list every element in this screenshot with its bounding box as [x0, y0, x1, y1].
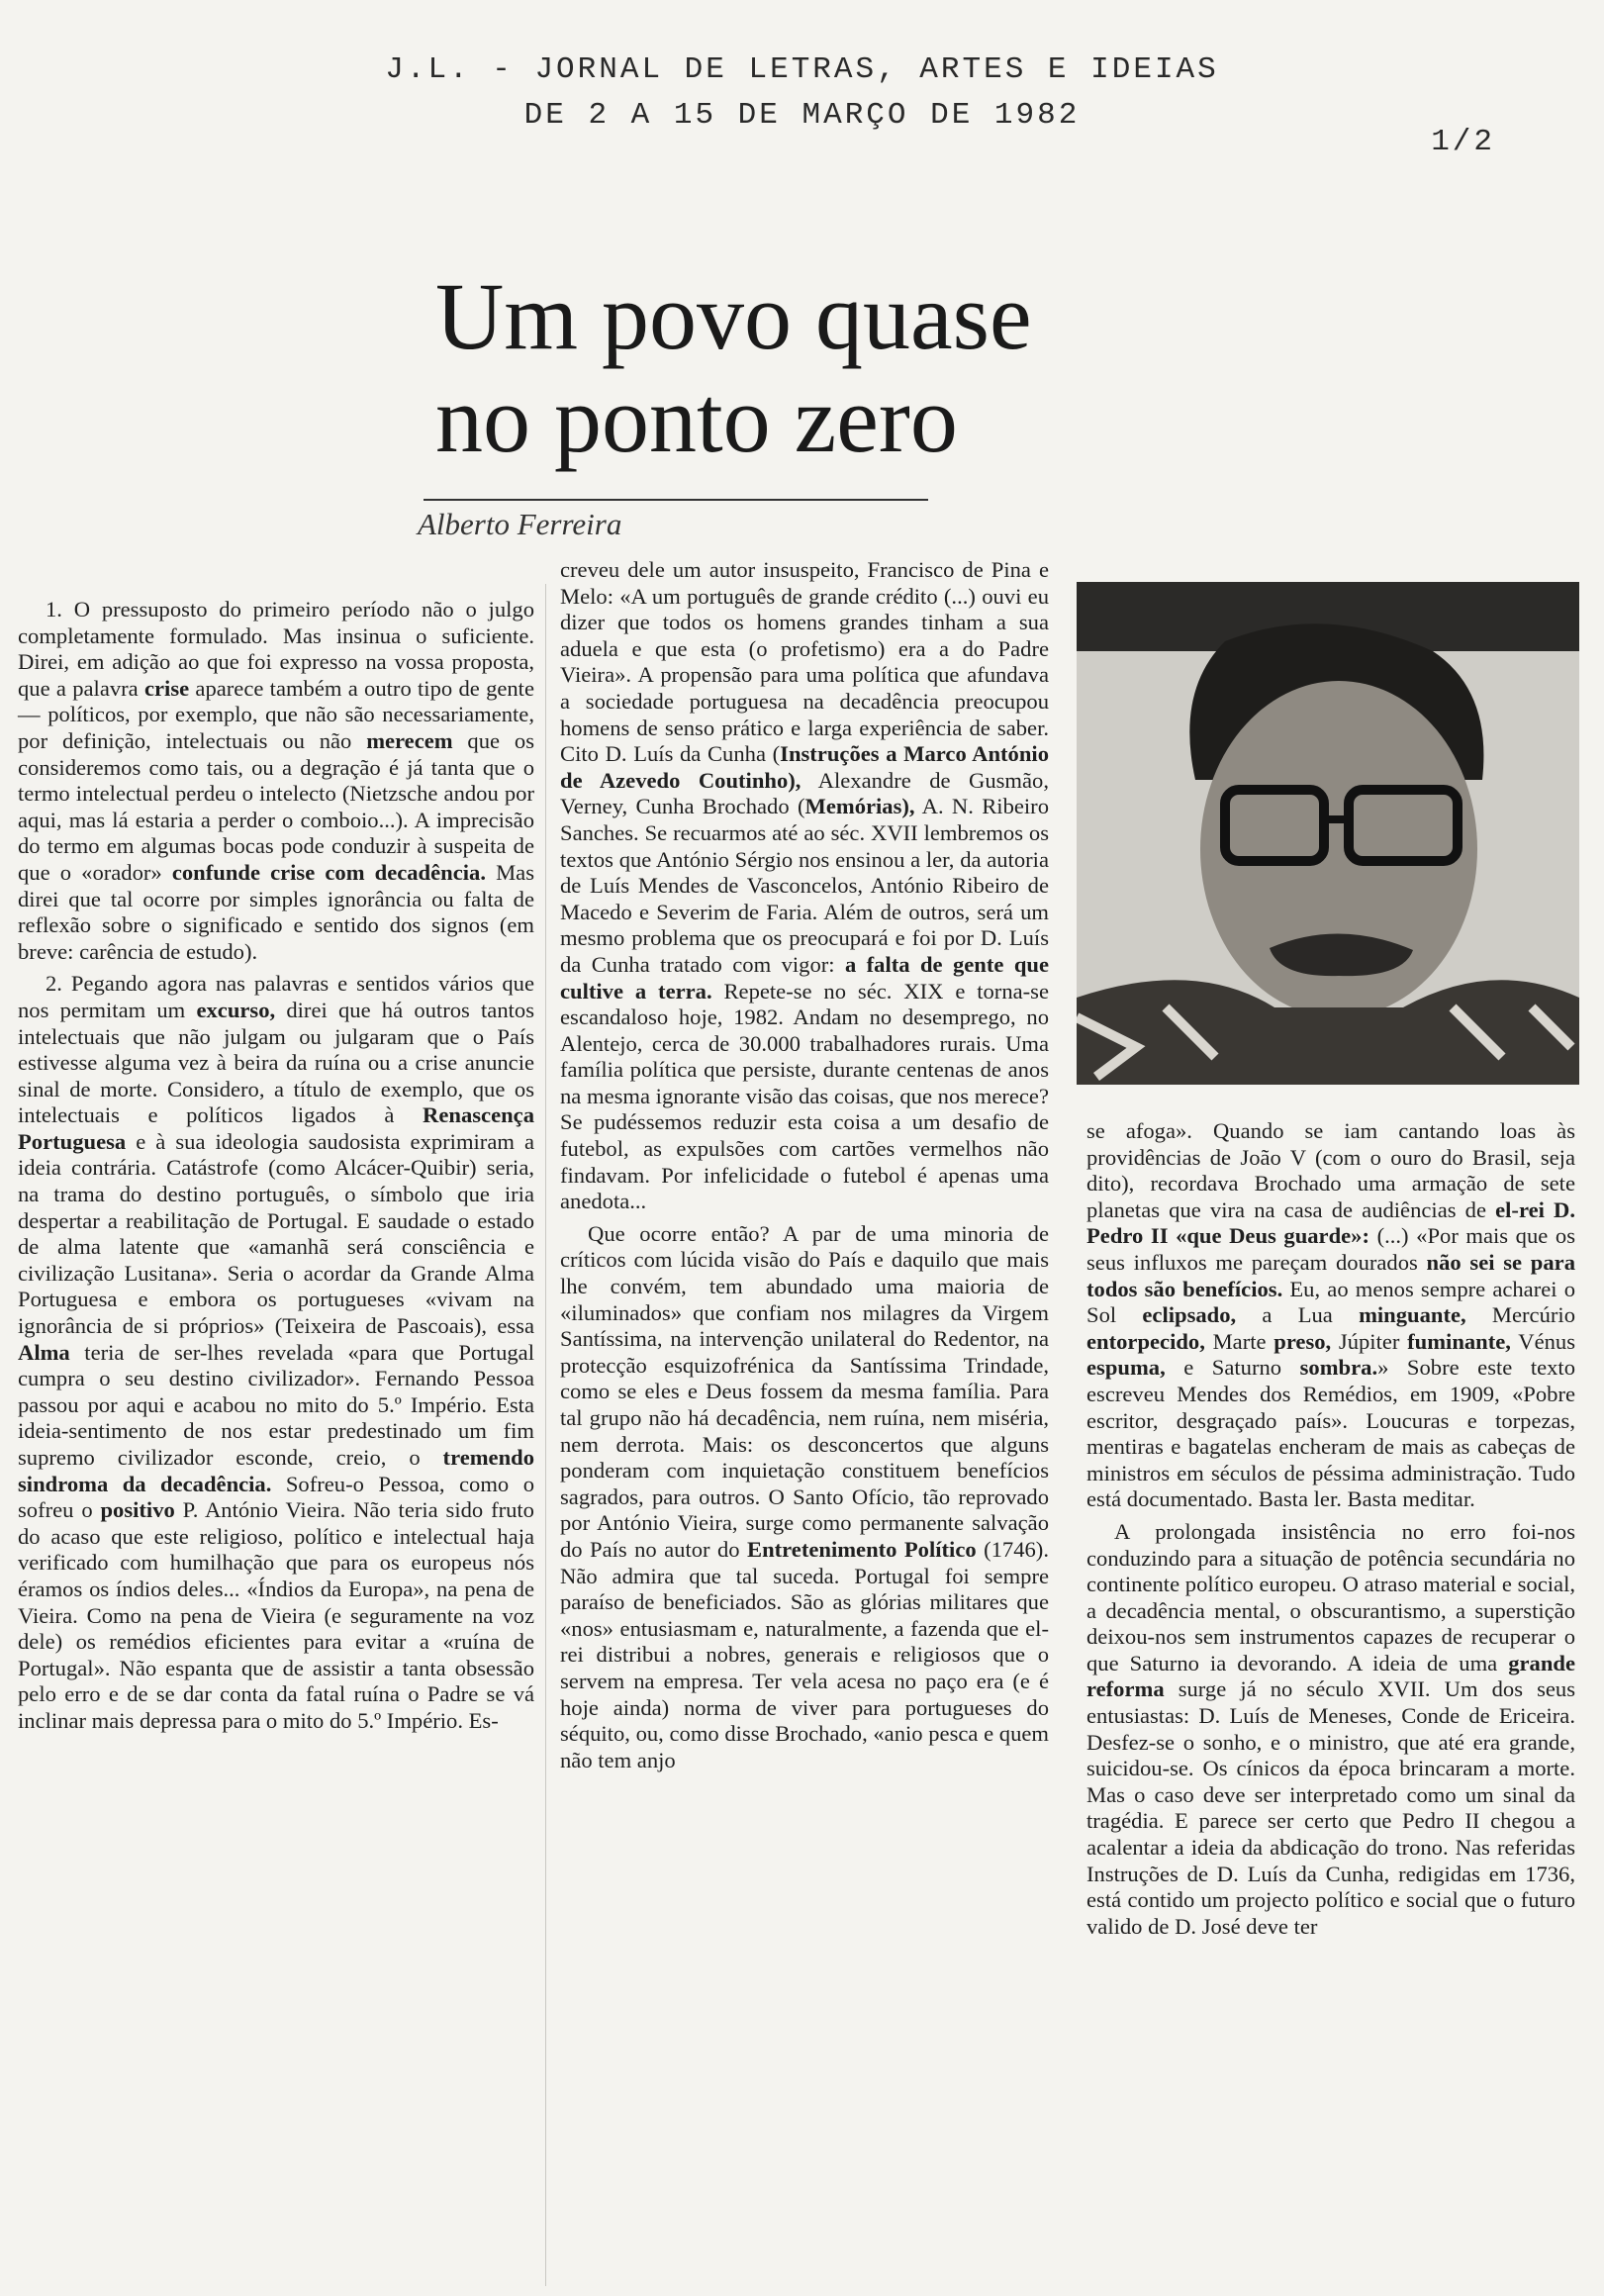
column-divider [545, 584, 546, 2286]
article-title [435, 265, 1128, 471]
masthead-line-2: DE 2 A 15 DE MARÇO DE 1982 [523, 98, 1081, 133]
column-3 [1086, 1118, 1575, 1940]
paragraph: se afoga». Quando se iam cantando loas às providências de João V (com o ouro do Brasil, seja dito), recordava Brochado uma armação de sete planetas que vira na casa de audiências de el-rei D. Pedro II «que Deus guarde»: (...) «Por mais que os seus influxos me pareçam dourados não sei se para todos são benefícios. Eu, ao menos sempre acharei o Sol eclipsado, a Lua minguante, Mercúrio entorpecido, Marte preso, Júpiter fuminante, Vénus espuma, e Saturno sombra.» Sobre este texto escreveu Mendes dos Remédios, em 1909, «Pobre escritor, desgraçado país». Loucuras e torpezas, mentiras e bagatelas encheram de mais as cabeças de ministros em séculos de péssima administração. Tudo está documentado. Basta ler. Basta meditar. [1086, 1118, 1575, 1512]
portrait-image [1077, 582, 1579, 1085]
paragraph: creveu dele um autor insuspeito, Francisco de Pina e Melo: «A um português de grande crédito (...) ouvi eu dizer que todos os homens grandes tinham a sua aduela e que esta (o profetismo) era a do Padre Vieira». A propensão para uma política que afundava a sociedade portuguesa na decadência preocupou homens de senso prático e larga experiência de saber. Cito D. Luís da Cunha (Instruções a Marco António de Azevedo Coutinho), Alexandre de Gusmão, Verney, Cunha Brochado (Memórias), A. N. Ribeiro Sanches. Se recuarmos até ao séc. XVII lembremos os textos que António Sérgio nos ensinou a ler, da autoria de Luís Mendes de Vasconcelos, António Ribeiro de Macedo e Severim de Faria. Além de outros, será um mesmo problema que os preocupará e foi por D. Luís da Cunha tratado com vigor: a falta de gente que cultive a terra. Repete-se no séc. XIX e torna-se escandaloso hoje, 1982. Andam no desemprego, no Alentejo, cerca de 30.000 trabalhadores rurais. Uma família política que persiste, durante centenas de anos na mesma ignorante visão das coisas, que nos merece? Se pudéssemos reduzir esta coisa a um desafio de futebol, as expulsões com cartões vermelhos não findavam. Por infelicidade o futebol é apenas uma anedota... [560, 557, 1049, 1214]
paragraph: 1. O pressuposto do primeiro período não o julgo completamente formulado. Mas insinua o suficiente. Direi, em adição ao que foi expresso na vossa proposta, que a palavra crise aparece também a outro tipo de gente — políticos, por exemplo, que não são necessariamente, por definição, intelectuais ou não merecem que os consideremos como tais, ou a degração é já tanta que o termo intelectual perdeu o intelecto (Nietzsche andou por aqui, mas lá estaria a perder o comboio...). A imprecisão do termo em algumas bocas pode conduzir à suspeita de que o «orador» confunde crise com decadência. Mas direi que tal ocorre por simples ignorância ou falta de reflexão sobre o significado e sentido dos signos (em breve: carência de estudo). [18, 597, 534, 964]
page-number: 1/2 [1431, 125, 1495, 159]
paragraph: 2. Pegando agora nas palavras e sentidos vários que nos permitam um excurso, direi que há outros tantos intelectuais que não julgam ou julgaram que o País estivesse alguma vez à beira da ruína ou a crise anuncie sinal de morte. Considero, a título de exemplo, que os intelectuais e políticos ligados à Renascença Portuguesa e à sua ideologia saudosista exprimiram a ideia contrária. Catástrofe (como Alcácer-Quibir) seria, na trama do destino português, o símbolo que iria despertar a reabilitação de Portugal. E saudade o estado de alma latente que «amanhã será consciência e civilização Lusitana». Seria o acordar da Grande Alma Portuguesa e embora os portugueses «vivam na ignorância de si próprios» (Teixeira de Pascoais), essa Alma teria de ser-lhes revelada «para que Portugal cumpra o seu destino civilizador». Fernando Pessoa passou por aqui e acabou no mito do 5.º Império. Esta ideia-sentimento de nos estar predestinado um fim supremo civilizador esconde, creio, o tremendo sindroma da decadência. Sofreu-o Pessoa, como o sofreu o positivo P. António Vieira. Não teria sido fruto do acaso que este religioso, político e intelectual haja verificado com humilhação que para os europeus nós éramos os índios deles... «Índios da Europa», na pena de Vieira. Como na pena de Vieira (e seguramente na voz dele) os remédios eficientes para evitar a «ruína de Portugal». Não espanta que de assistir a tanta obsessão pelo erro e de se dar conta da fatal ruína o Padre se vá inclinar mais depressa para o mito do 5.º Império. Es- [18, 971, 534, 1733]
author-byline: Alberto Ferreira [418, 507, 622, 541]
paragraph: Que ocorre então? A par de uma minoria de críticos com lúcida visão do País e daquilo que mais lhe convém, tem abundado uma maioria de «iluminados» que confiam nos milagres da Virgem Santíssima, na intervenção unilateral do Redentor, na protecção esquizofrénica da Santíssima Trindade, como se eles e Deus fossem da mesma família. Para tal grupo não há decadência, nem ruína, nem miséria, nem derrota. Mais: os desconcertos que alguns ponderam com inquietação constituem benefícios sagrados, para outros. O Santo Ofício, tão reprovado por António Vieira, surge como permanente salvação do País no autor do Entretenimento Político (1746). Não admira que tal suceda. Portugal foi sempre paraíso de beneficiados. São as glórias militares que «nos» entusiasmam e, naturalmente, a fazenda que el-rei distribui a nobres, generais e religiosos que o servem na empresa. Ter vela acesa no paço era (e é hoje ainda) norma de viver para portugueses do séquito, ou, como disse Brochado, «anio pesca e quem não tem anjo [560, 1220, 1049, 1772]
masthead-line-1: J.L. - JORNAL DE LETRAS, ARTES E IDEIAS [385, 52, 1219, 87]
author-photo [1077, 582, 1579, 1085]
title-divider [424, 499, 928, 501]
title-line-2: no ponto zero [435, 366, 958, 472]
masthead [0, 48, 1604, 139]
title-line-1: Um povo quase [435, 263, 1032, 369]
column-2 [560, 557, 1049, 1773]
paragraph: A prolongada insistência no erro foi-nos conduzindo para a situação de potência secundária no continente político europeu. O atraso material e social, a decadência mental, o obscurantismo, a superstição deixou-nos sem instrumentos capazes de recuperar o que Saturno ia devorando. A ideia de uma grande reforma surge já no século XVII. Um dos seus entusiastas: D. Luís de Meneses, Conde de Ericeira. Desfez-se o sonho, e o ministro, que até era grande, suicidou-se. Os cínicos da época brincaram a morte. Mas o caso deve ser interpretado como um sinal da tragédia. E parece ser certo que Pedro II chegou a acalentar a ideia da abdicação do trono. Nas referidas Instruções de D. Luís da Cunha, redigidas em 1736, está contido um projecto político e social que o futuro valido de D. José deve ter [1086, 1518, 1575, 1939]
column-1 [18, 597, 534, 1735]
